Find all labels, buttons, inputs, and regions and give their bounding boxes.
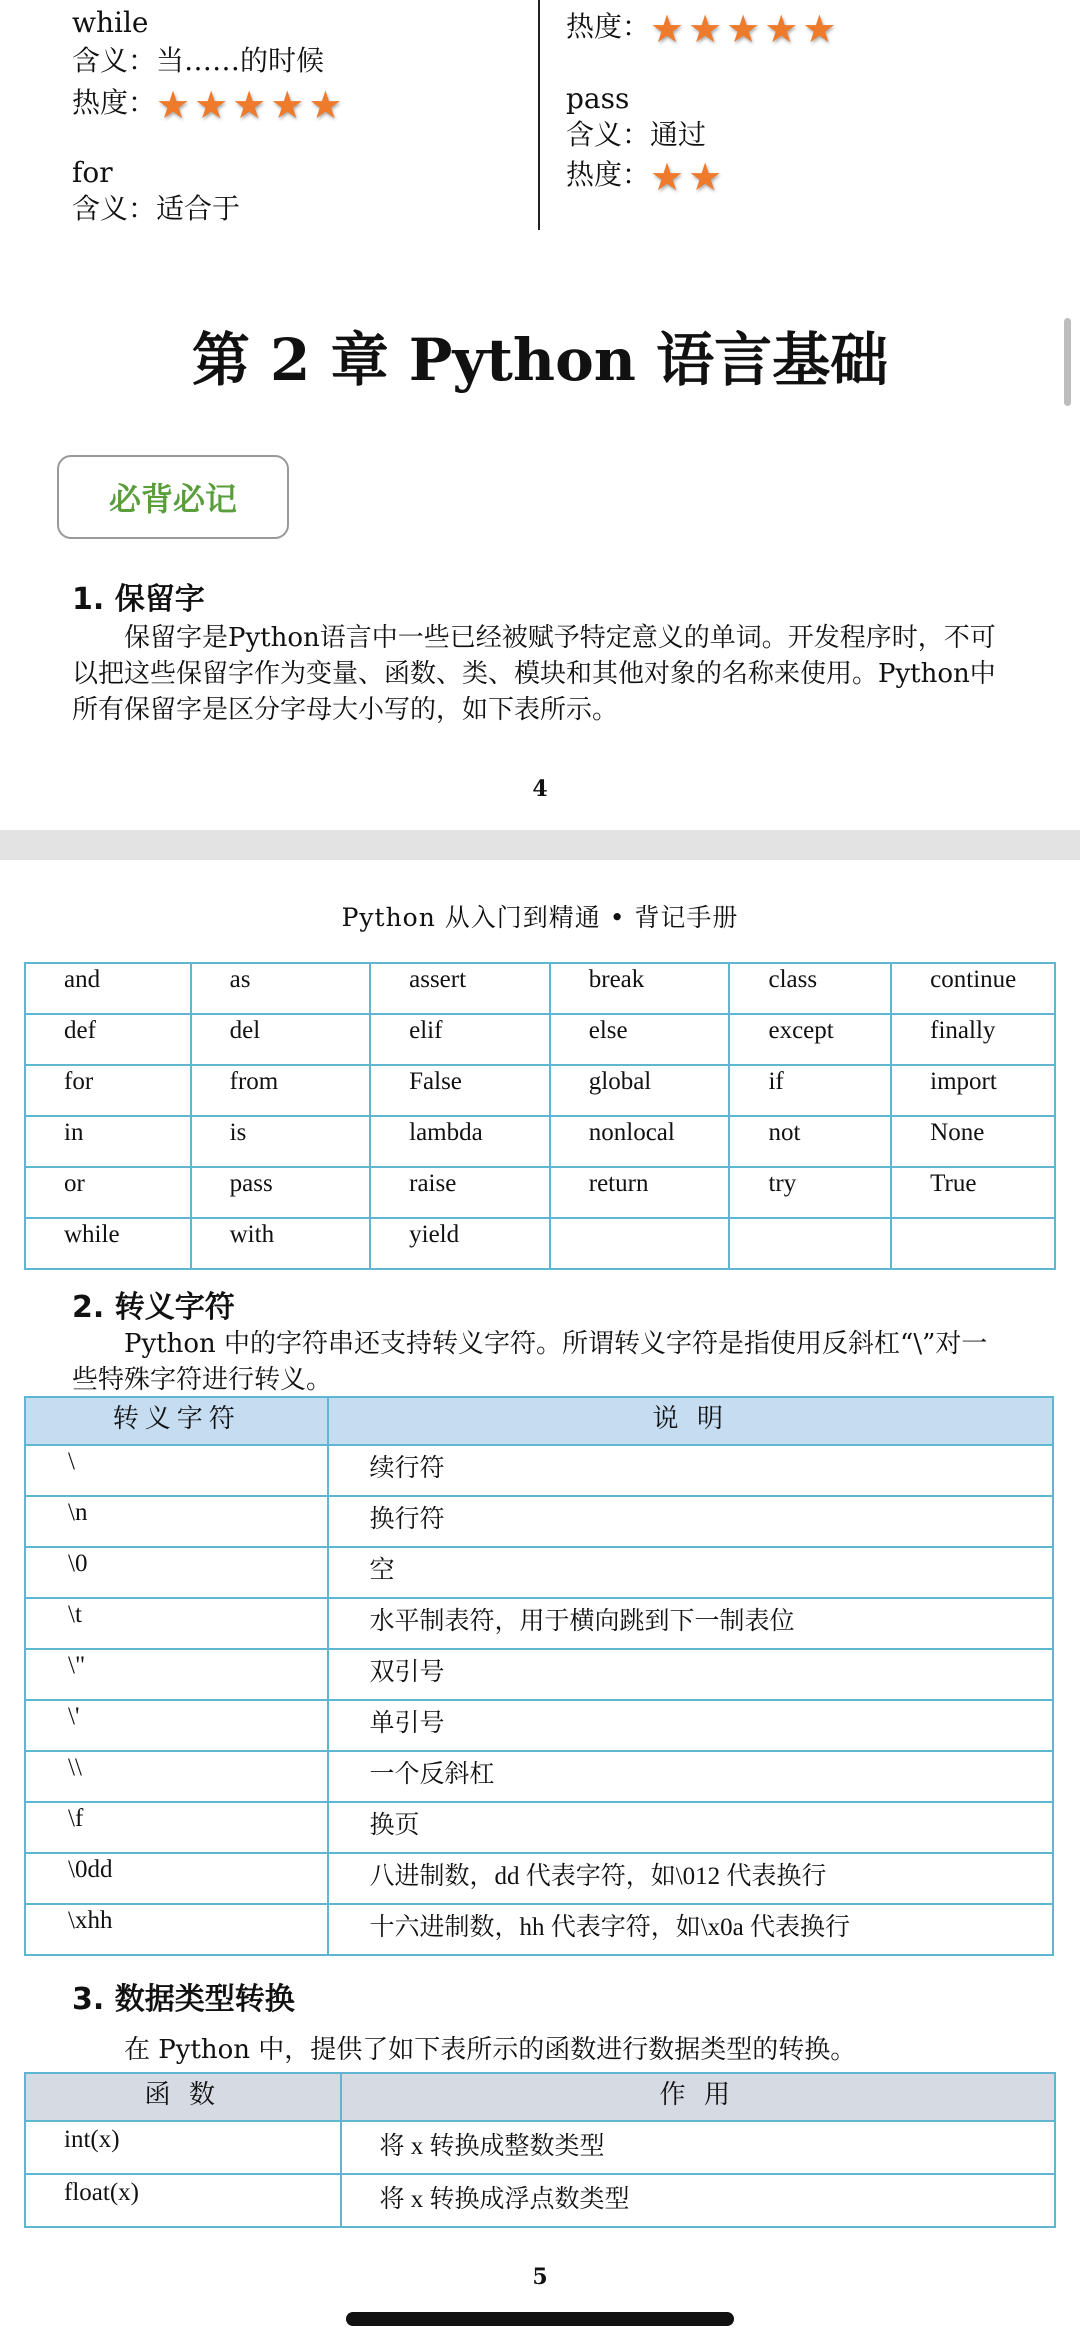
escape-row-cell: 双引号: [328, 1649, 1053, 1700]
escape-row: [25, 1700, 1053, 1751]
star-icon: ★: [650, 6, 685, 51]
keyword-top-heat: [566, 6, 837, 51]
escape-row-cell: \t: [25, 1598, 328, 1649]
heat-stars: [156, 82, 343, 127]
escape-row-cell: \': [25, 1700, 328, 1751]
conversion-row: [25, 2121, 1055, 2174]
star-icon: ★: [194, 82, 229, 127]
conversion-table: [24, 2072, 1056, 2228]
keyword-pass: pass: [566, 82, 630, 115]
keyword-row: [25, 1014, 1055, 1065]
keyword-row-cell: global: [550, 1065, 730, 1116]
section-2-title: 2. 转义字符: [72, 1290, 235, 1325]
keyword-row-cell: [550, 1218, 730, 1269]
keyword-row-cell: else: [550, 1014, 730, 1065]
escape-row: [25, 1496, 1053, 1547]
page-gap: [0, 830, 1080, 860]
escape-row-cell: \n: [25, 1496, 328, 1547]
star-icon: ★: [688, 6, 723, 51]
keyword-row-cell: for: [25, 1065, 191, 1116]
keyword-row-cell: return: [550, 1167, 730, 1218]
keyword-row-cell: import: [891, 1065, 1055, 1116]
heat-label: 热度：: [72, 86, 157, 119]
keyword-row-cell: class: [729, 963, 891, 1014]
heat-label: 热度：: [566, 158, 651, 191]
keyword-pass-meaning: 含义：通过: [566, 118, 707, 151]
keyword-row-cell: break: [550, 963, 730, 1014]
escape-row-cell: 空: [328, 1547, 1053, 1598]
heat-label: 热度：: [566, 10, 651, 43]
keyword-row-cell: finally: [891, 1014, 1055, 1065]
star-icon: ★: [156, 82, 191, 127]
keyword-row-cell: True: [891, 1167, 1055, 1218]
heat-stars: [650, 154, 723, 199]
escape-row-cell: \0dd: [25, 1853, 328, 1904]
keyword-pass-heat: [566, 154, 723, 199]
escape-row-cell: 换行符: [328, 1496, 1053, 1547]
keyword-row-cell: lambda: [370, 1116, 550, 1167]
column-divider: [538, 0, 540, 230]
keyword-row-cell: except: [729, 1014, 891, 1065]
escape-row-cell: \f: [25, 1802, 328, 1853]
keyword-row-cell: nonlocal: [550, 1116, 730, 1167]
escape-row-cell: 一个反斜杠: [328, 1751, 1053, 1802]
keyword-row-cell: assert: [370, 963, 550, 1014]
star-icon: ★: [764, 6, 799, 51]
escape-row-cell: 十六进制数，hh 代表字符，如\x0a 代表换行: [328, 1904, 1053, 1955]
home-indicator[interactable]: [346, 2312, 734, 2326]
escape-row: [25, 1445, 1053, 1496]
chapter-title: 第 2 章 Python 语言基础: [191, 326, 889, 394]
keyword-row-cell: continue: [891, 963, 1055, 1014]
keyword-row-cell: while: [25, 1218, 191, 1269]
star-icon: ★: [232, 82, 267, 127]
keyword-row-cell: from: [191, 1065, 371, 1116]
keyword-row-cell: is: [191, 1116, 371, 1167]
keyword-row-cell: raise: [370, 1167, 550, 1218]
escape-row-cell: \\: [25, 1751, 328, 1802]
keyword-row-cell: in: [25, 1116, 191, 1167]
section-1-text: 保留字是Python语言中一些已经被赋予特定意义的单词。开发程序时，不可以把这些保留字作为变量、函数、类、模块和其他对象的名称来使用。Python中所有保留字是区分字母大小写的，如下表所示。: [72, 623, 996, 725]
conversion-row-cell: float(x): [25, 2174, 341, 2227]
escape-table: [24, 1396, 1054, 1956]
keyword-row-cell: try: [729, 1167, 891, 1218]
keyword-row-cell: None: [891, 1116, 1055, 1167]
keyword-row-cell: del: [191, 1014, 371, 1065]
document-page-4: [0, 0, 1080, 830]
escape-row-cell: 续行符: [328, 1445, 1053, 1496]
section-3-text: 在 Python 中，提供了如下表所示的函数进行数据类型的转换。: [124, 2035, 857, 2065]
keyword-while: while: [72, 6, 149, 39]
conversion-row-cell: 将 x 转换成浮点数类型: [341, 2174, 1055, 2227]
keyword-row: [25, 963, 1055, 1014]
keyword-row-cell: if: [729, 1065, 891, 1116]
keyword-row-cell: and: [25, 963, 191, 1014]
keyword-row-cell: False: [370, 1065, 550, 1116]
escape-row-cell: \xhh: [25, 1904, 328, 1955]
escape-row-cell: 水平制表符，用于横向跳到下一制表位: [328, 1598, 1053, 1649]
escape-row-cell: 单引号: [328, 1700, 1053, 1751]
heat-stars: [650, 6, 837, 51]
star-icon: ★: [688, 154, 723, 199]
section-1-title: 1. 保留字: [72, 582, 205, 617]
escape-row-cell: 换页: [328, 1802, 1053, 1853]
keyword-row: [25, 1167, 1055, 1218]
keyword-row-cell: elif: [370, 1014, 550, 1065]
escape-row-cell: 八进制数，dd 代表字符，如\012 代表换行: [328, 1853, 1053, 1904]
keyword-row-cell: as: [191, 963, 371, 1014]
conversion-row-cell: int(x): [25, 2121, 341, 2174]
keyword-row-cell: def: [25, 1014, 191, 1065]
escape-header-desc: 说 明: [328, 1397, 1053, 1445]
scrollbar[interactable]: [1064, 318, 1071, 406]
keyword-row-cell: pass: [191, 1167, 371, 1218]
must-remember-box: 必背必记: [57, 455, 289, 539]
escape-row: [25, 1904, 1053, 1955]
escape-row: [25, 1547, 1053, 1598]
star-icon: ★: [650, 154, 685, 199]
star-icon: ★: [308, 82, 343, 127]
keywords-table: [24, 962, 1056, 1270]
keyword-for-meaning: 含义：适合于: [72, 192, 241, 225]
keyword-row-cell: yield: [370, 1218, 550, 1269]
func-header-name: 函 数: [25, 2073, 341, 2121]
section-2-text: Python 中的字符串还支持转义字符。所谓转义字符是指使用反斜杠“\”对一些特殊字符进行转义。: [72, 1329, 988, 1395]
keyword-row: [25, 1218, 1055, 1269]
conversion-row-cell: 将 x 转换成整数类型: [341, 2121, 1055, 2174]
document-page-5: [0, 860, 1080, 2347]
escape-row-cell: \: [25, 1445, 328, 1496]
keyword-row-cell: [891, 1218, 1055, 1269]
escape-row: [25, 1598, 1053, 1649]
keyword-row: [25, 1065, 1055, 1116]
escape-row: [25, 1853, 1053, 1904]
keyword-while-heat: [72, 82, 343, 127]
escape-row-cell: \": [25, 1649, 328, 1700]
keyword-for: for: [72, 156, 113, 189]
conversion-row: [25, 2174, 1055, 2227]
keyword-while-meaning: 含义：当……的时候: [72, 44, 325, 77]
keyword-row-cell: [729, 1218, 891, 1269]
page-number: 5: [532, 2264, 548, 2290]
keyword-row: [25, 1116, 1055, 1167]
escape-row: [25, 1802, 1053, 1853]
star-icon: ★: [726, 6, 761, 51]
star-icon: ★: [802, 6, 837, 51]
keyword-row-cell: not: [729, 1116, 891, 1167]
star-icon: ★: [270, 82, 305, 127]
keyword-row-cell: or: [25, 1167, 191, 1218]
page-header: Python 从入门到精通 • 背记手册: [341, 903, 739, 932]
func-header-purpose: 作 用: [341, 2073, 1055, 2121]
escape-header-char: 转义字符: [25, 1397, 328, 1445]
escape-row: [25, 1649, 1053, 1700]
escape-row: [25, 1751, 1053, 1802]
section-3-title: 3. 数据类型转换: [72, 1982, 295, 2017]
page-number: 4: [532, 776, 548, 802]
keyword-row-cell: with: [191, 1218, 371, 1269]
escape-row-cell: \0: [25, 1547, 328, 1598]
